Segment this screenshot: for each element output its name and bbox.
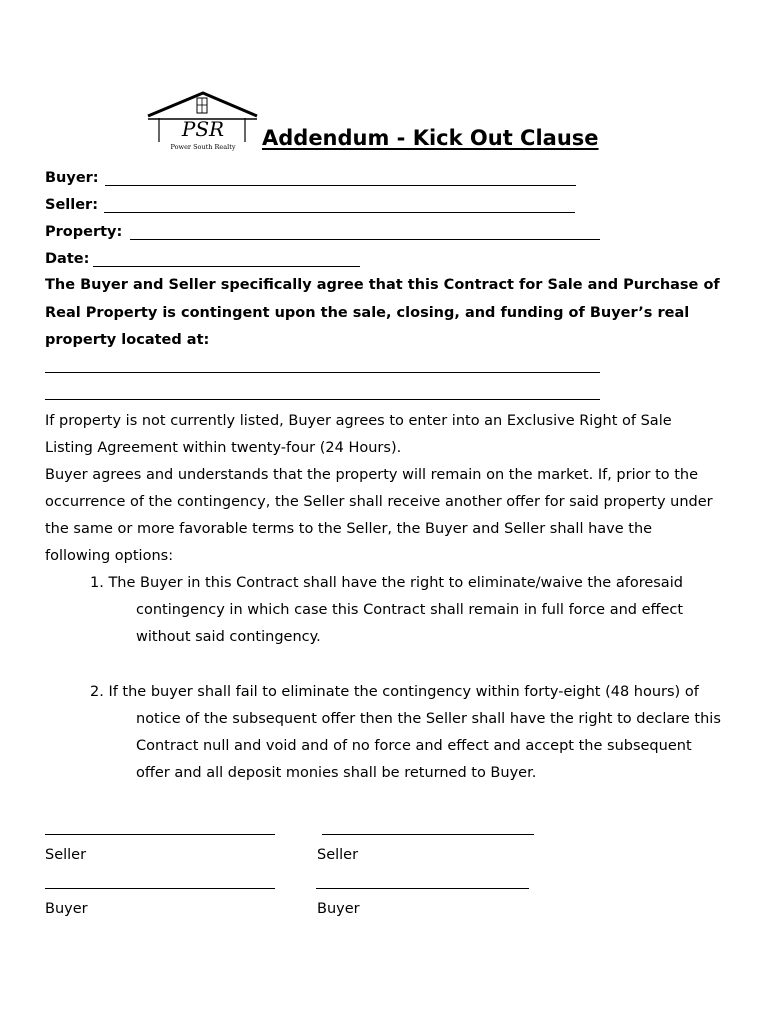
seller-signature-label: Seller (45, 847, 87, 863)
seller-signature-label: Seller (317, 847, 359, 863)
option-1-text: without said contingency. (136, 629, 321, 645)
address-line-2[interactable] (45, 399, 600, 400)
date-label: Date: (45, 251, 90, 267)
listing-text: If property is not currently listed, Buyer agrees to enter into an Exclusive Right of Sale (45, 413, 672, 429)
seller-label: Seller: (45, 197, 99, 213)
address-line-1[interactable] (45, 372, 600, 373)
svg-text:Power South Realty: Power South Realty (170, 143, 236, 151)
buyer-signature-label: Buyer (45, 901, 88, 917)
house-logo-icon (145, 90, 265, 160)
buyer-field[interactable] (105, 185, 576, 186)
market-text: following options: (45, 548, 174, 564)
listing-text: Listing Agreement within twenty-four (24 Hours). (45, 440, 402, 456)
option-2-text: 2. If the buyer shall fail to eliminate the contingency within forty-eight (48 hours) of (90, 684, 699, 700)
seller-signature-line-right[interactable] (322, 834, 534, 835)
document-title: Addendum - Kick Out Clause (262, 126, 599, 150)
buyer-signature-label: Buyer (317, 901, 360, 917)
buyer-signature-line-right[interactable] (316, 888, 529, 889)
seller-field[interactable] (104, 212, 575, 213)
option-2-text: Contract null and void and of no force and effect and accept the subsequent (136, 738, 692, 754)
seller-signature-line-left[interactable] (45, 834, 275, 835)
svg-text:PSR: PSR (181, 117, 225, 141)
market-text: occurrence of the contingency, the Seller shall receive another offer for said property under (45, 494, 713, 510)
option-1-text: 1. The Buyer in this Contract shall have the right to eliminate/waive the aforesaid (90, 575, 683, 591)
intro-line: property located at: (45, 332, 210, 348)
market-text: Buyer agrees and understands that the property will remain on the market. If, prior to the (45, 467, 699, 483)
option-2-text: notice of the subsequent offer then the Seller shall have the right to declare this (136, 711, 721, 727)
option-2-text: offer and all deposit monies shall be returned to Buyer. (136, 765, 537, 781)
property-label: Property: (45, 224, 123, 240)
company-logo (145, 90, 265, 160)
property-field[interactable] (130, 239, 600, 240)
buyer-signature-line-left[interactable] (45, 888, 275, 889)
date-field[interactable] (93, 266, 360, 267)
option-1-text: contingency in which case this Contract shall remain in full force and effect (136, 602, 684, 618)
intro-line: Real Property is contingent upon the sale, closing, and funding of Buyer’s real (45, 305, 690, 321)
intro-line: The Buyer and Seller specifically agree that this Contract for Sale and Purchase of (45, 277, 720, 293)
market-text: the same or more favorable terms to the Seller, the Buyer and Seller shall have the (45, 521, 653, 537)
buyer-label: Buyer: (45, 170, 99, 186)
